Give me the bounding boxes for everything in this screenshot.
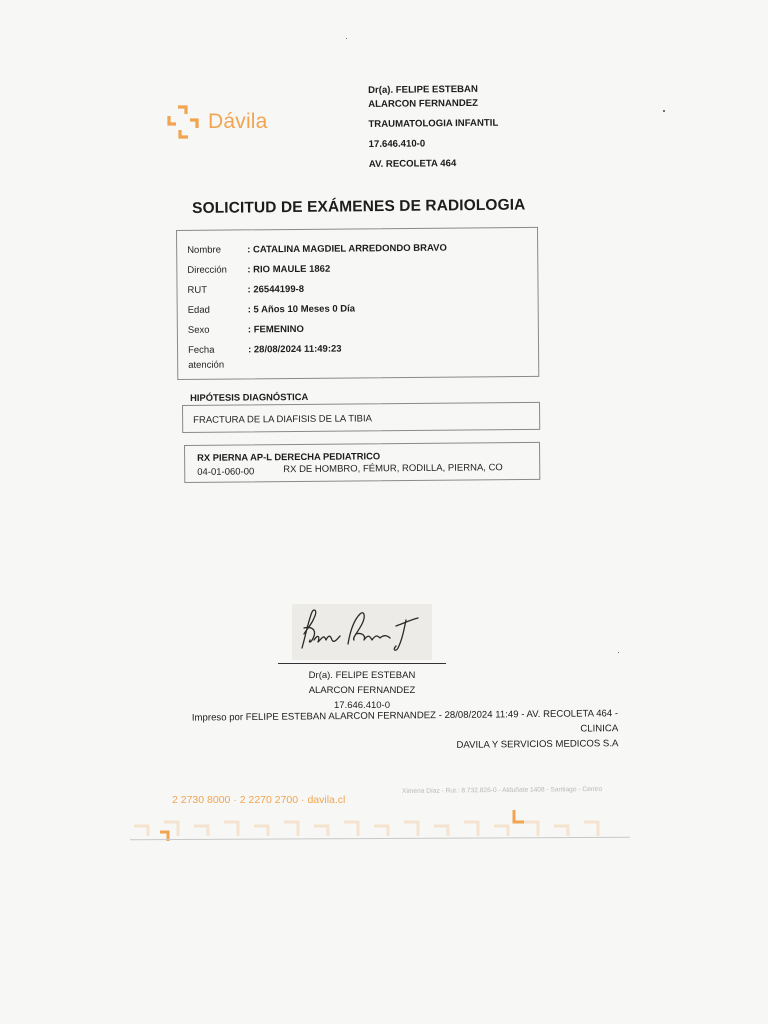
diagnosis-box xyxy=(182,402,540,433)
patient-row-fecha xyxy=(188,342,342,373)
patient-row-direccion xyxy=(187,262,330,278)
field-label: Dirección xyxy=(187,264,228,276)
doctor-specialty: TRAUMATOLOGIA INFANTIL xyxy=(368,117,499,130)
printed-by-line2: DAVILA Y SERVICIOS MEDICOS S.A xyxy=(456,738,619,751)
field-label: Edad xyxy=(187,304,210,316)
doctor-header xyxy=(368,83,499,172)
handwritten-signature xyxy=(292,604,432,660)
patient-row-nombre xyxy=(187,241,447,258)
field-value: : 28/08/2024 11:49:23 xyxy=(248,343,342,356)
brand-name: Dávila xyxy=(208,110,268,133)
doctor-rut: 17.646.410-0 xyxy=(368,138,426,150)
davila-cross-icon xyxy=(166,104,200,140)
scan-speck xyxy=(346,38,347,39)
diagnosis-text: FRACTURA DE LA DIAFISIS DE LA TIBIA xyxy=(193,413,372,426)
field-value: : 5 Años 10 Meses 0 Día xyxy=(247,303,356,316)
printed-by-line1: Impreso por FELIPE ESTEBAN ALARCON FERNANDEZ - 28/08/2024 11:49 - AV. RECOLETA 464 - CLINICA xyxy=(191,708,619,735)
footer-orange-mark-right xyxy=(514,810,524,822)
patient-row-edad xyxy=(188,301,355,317)
field-value: : CATALINA MAGDIEL ARREDONDO BRAVO xyxy=(247,242,447,256)
exam-description: RX DE HOMBRO, FÉMUR, RODILLA, PIERNA, CO xyxy=(283,462,503,476)
field-value: : RIO MAULE 1862 xyxy=(247,263,331,276)
field-value: : FEMENINO xyxy=(247,323,304,336)
field-value: : 26544199-8 xyxy=(247,283,305,296)
exam-code: 04-01-060-00 xyxy=(197,466,255,478)
signer-name-line2: ALARCON FERNANDEZ xyxy=(308,685,416,696)
patient-row-rut xyxy=(187,282,304,298)
page-title: SOLICITUD DE EXÁMENES DE RADIOLOGIA xyxy=(192,196,526,217)
exam-box xyxy=(184,442,540,483)
exam-title: RX PIERNA AP-L DERECHA PEDIATRICO xyxy=(197,450,381,463)
doctor-address: AV. RECOLETA 464 xyxy=(368,158,457,170)
signer-rut: 17.646.410-0 xyxy=(334,700,390,711)
diagnosis-title: HIPÓTESIS DIAGNÓSTICA xyxy=(190,390,309,403)
doctor-name-line2: ALARCON FERNANDEZ xyxy=(368,97,479,110)
field-label-line1: Fecha xyxy=(188,344,215,356)
field-label xyxy=(188,342,248,373)
field-label: Nombre xyxy=(187,244,222,256)
patient-row-sexo xyxy=(188,322,304,338)
signature-line xyxy=(278,663,446,664)
printed-by-note xyxy=(156,706,618,756)
field-label: RUT xyxy=(187,284,208,296)
field-label-line2: atención xyxy=(188,359,225,371)
signer-name-line1: Dr(a). FELIPE ESTEBAN xyxy=(308,670,416,681)
footer-address: Ximena Díaz - Rut.: 8.732.826-0 - Alduñate 1408 - Santiago - Centro xyxy=(402,785,603,795)
clinic-logo xyxy=(166,104,268,140)
doctor-name-line1: Dr(a). FELIPE ESTEBAN xyxy=(368,83,478,96)
scan-speck xyxy=(618,652,619,653)
signature-block xyxy=(278,668,446,713)
scan-speck xyxy=(663,110,665,112)
field-label: Sexo xyxy=(187,324,210,336)
patient-info-box xyxy=(176,227,539,380)
footer-contact: 2 2730 8000 · 2 2270 2700 · davila.cl xyxy=(172,794,346,806)
